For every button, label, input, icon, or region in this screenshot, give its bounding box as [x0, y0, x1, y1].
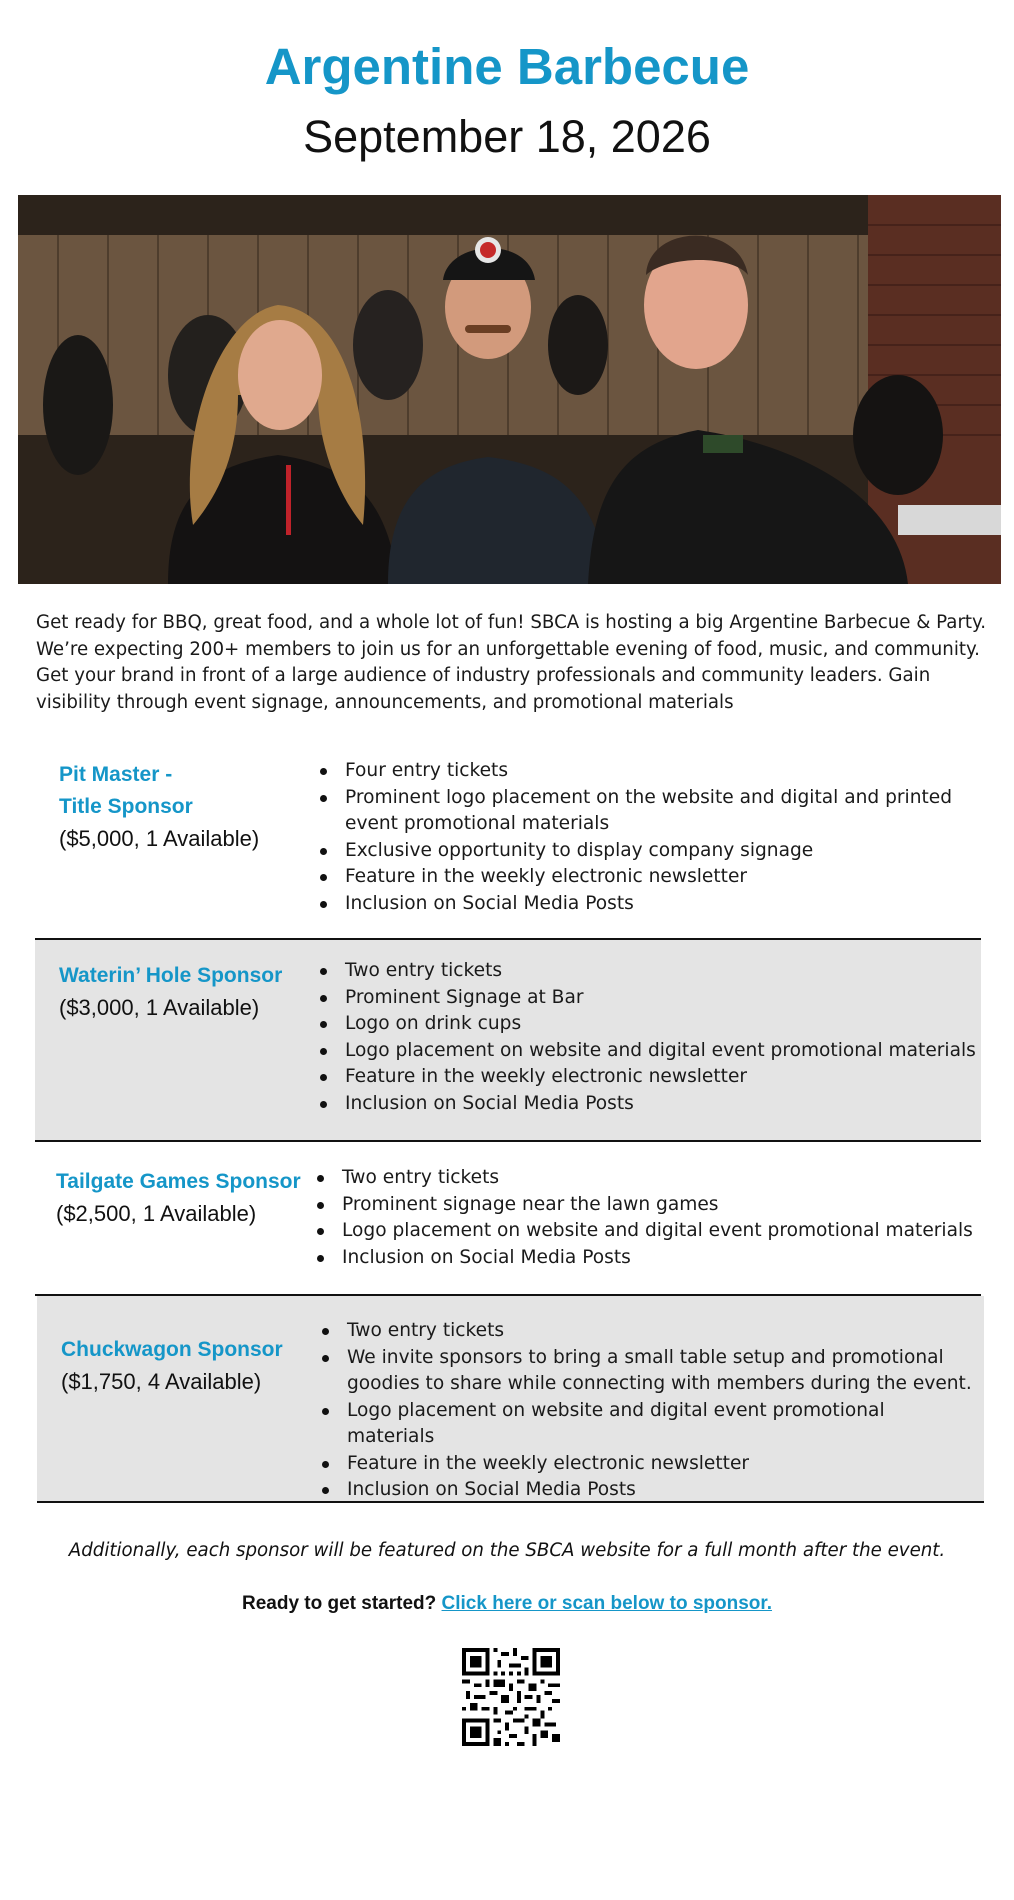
benefit-item: Exclusive opportunity to display company signage: [316, 838, 966, 865]
sponsor-tier-tailgate-games: [35, 1142, 981, 1296]
benefit-item: Inclusion on Social Media Posts: [316, 891, 966, 918]
benefit-item: We invite sponsors to bring a small table setup and promotional goodies to share while connecting with members during the event.: [318, 1345, 973, 1398]
benefit-item: Logo placement on website and digital event promotional materials: [316, 1038, 976, 1065]
page-title: Argentine Barbecue: [264, 38, 750, 95]
benefit-item: Logo placement on website and digital event promotional materials: [313, 1218, 973, 1245]
qr-code-icon[interactable]: [462, 1648, 560, 1746]
sponsor-tier-chuckwagon: [37, 1296, 984, 1503]
divider: [37, 1501, 984, 1503]
tier-name: Pit Master -: [59, 763, 173, 786]
benefit-item: Inclusion on Social Media Posts: [313, 1245, 973, 1272]
event-photo: [18, 195, 1001, 584]
benefit-item: Logo on drink cups: [316, 1011, 976, 1038]
tier-price: ($3,000, 1 Available): [59, 995, 260, 1020]
tier-price: ($5,000, 1 Available): [59, 826, 260, 851]
benefit-item: Inclusion on Social Media Posts: [316, 1091, 976, 1118]
benefit-item: Two entry tickets: [316, 958, 976, 985]
tier-price: ($1,750, 4 Available): [61, 1369, 262, 1394]
sponsor-tier-pit-master: [35, 745, 981, 940]
benefit-list: [316, 958, 976, 1117]
benefit-item: Feature in the weekly electronic newsletter: [316, 864, 966, 891]
tier-name: Waterin’ Hole Sponsor: [59, 964, 283, 987]
cta-prefix: Ready to get started?: [241, 1593, 437, 1614]
intro-paragraph: Get ready for BBQ, great food, and a whole lot of fun! SBCA is hosting a big Argentine Barbecue & Party. We’re expecting 200+ members to join us for an unforgettable evening of food, music, and community. Get your brand in front of a large audience of industry professionals and community leaders. Gain visibility through event signage, announcements, and promotional materials: [36, 612, 987, 713]
benefit-list: [318, 1318, 973, 1504]
benefit-item: Inclusion on Social Media Posts: [318, 1477, 973, 1504]
benefit-item: Prominent signage near the lawn games: [313, 1192, 973, 1219]
tier-name: Chuckwagon Sponsor: [61, 1338, 283, 1361]
benefit-item: Feature in the weekly electronic newsletter: [318, 1451, 973, 1478]
call-to-action: [0, 1593, 1014, 1615]
benefit-item: Four entry tickets: [316, 758, 966, 785]
benefit-item: Prominent Signage at Bar: [316, 985, 976, 1012]
footer-note: Additionally, each sponsor will be featured on the SBCA website for a full month after the event.: [68, 1540, 946, 1561]
tier-price: ($2,500, 1 Available): [56, 1201, 257, 1226]
benefit-list: [313, 1165, 973, 1271]
benefit-item: Two entry tickets: [313, 1165, 973, 1192]
benefit-item: Logo placement on website and digital event promotional materials: [318, 1398, 973, 1451]
benefit-list: [316, 758, 966, 917]
sponsor-link[interactable]: Click here or scan below to sponsor.: [441, 1593, 773, 1614]
benefit-item: Two entry tickets: [318, 1318, 973, 1345]
benefit-item: Prominent logo placement on the website and digital and printed event promotional materials: [316, 785, 966, 838]
sponsor-tier-waterin-hole: [35, 940, 981, 1142]
tier-name-line2: Title Sponsor: [59, 795, 193, 818]
event-date: September 18, 2026: [303, 111, 711, 162]
tier-name: Tailgate Games Sponsor: [56, 1170, 301, 1193]
benefit-item: Feature in the weekly electronic newsletter: [316, 1064, 976, 1091]
